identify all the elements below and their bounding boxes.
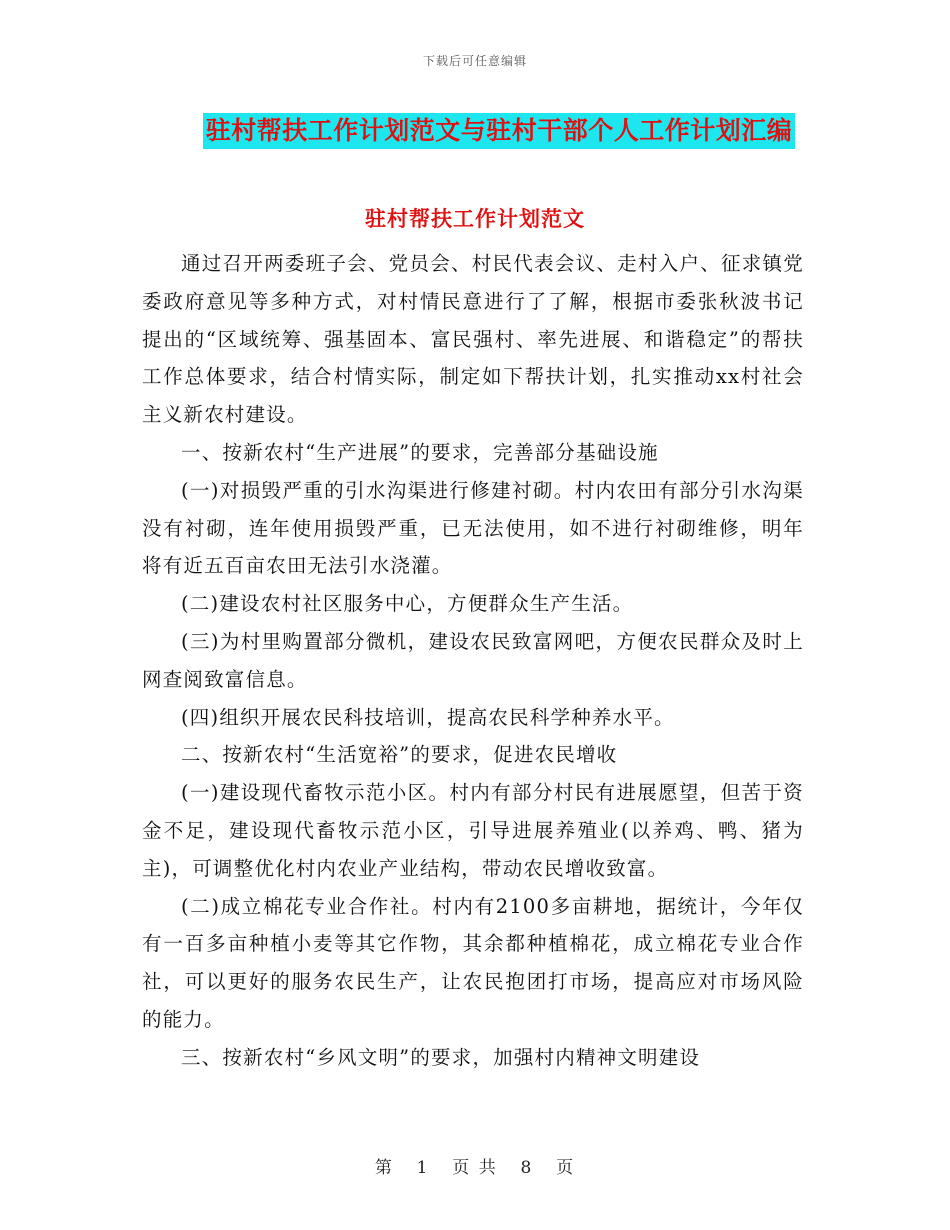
footer-page-total: 8 [520, 1158, 534, 1178]
paragraph-item: (一)建设现代畜牧示范小区。村内有部分村民有进展愿望，但苦于资金不足，建设现代畜牧示范小区，引导进展养殖业(以养鸡、鸭、猪为主)，可调整优化村内农业产业结构，带动农民增收致富。 [142, 781, 804, 880]
document-title: 驻村帮扶工作计划范文与驻村干部个人工作计划汇编 [203, 113, 796, 149]
paragraph-item: (二)建设农村社区服务中心，方便群众生产生活。 [181, 592, 634, 616]
paragraph-heading-3: 三、按新农村“乡风文明”的要求，加强村内精神文明建设 [181, 1045, 701, 1069]
footer-prefix: 第 [374, 1158, 394, 1178]
section-title: 驻村帮扶工作计划范文 [365, 206, 585, 231]
footer-suffix: 页 [556, 1158, 576, 1178]
paragraph-item: (三)为村里购置部分微机，建设农民致富网吧，方便农民群众及时上网查阅致富信息。 [142, 629, 804, 691]
paragraph-heading-1: 一、按新农村“生产进展”的要求，完善部分基础设施 [181, 440, 659, 464]
paragraph-item: (四)组织开展农民科技培训，提高农民科学种养水平。 [181, 705, 675, 729]
footer-page-number: 1 [416, 1158, 430, 1178]
paragraph-intro: 通过召开两委班子会、党员会、村民代表会议、走村入户、征求镇党委政府意见等多种方式，对村情民意进行了了解，根据市委张秋波书记提出的“区域统筹、强基固本、富民强村、率先进展、和谐稳定”的帮扶工作总体要求，结合村情实际，制定如下帮扶计划，扎实推动xx村社会主义新农村建设。 [142, 252, 804, 427]
paragraph-item: (二)成立棉花专业合作社。村内有2100多亩耕地，据统计，今年仅有一百多亩种植小麦等其它作物，其余都种植棉花，成立棉花专业合作社，可以更好的服务农民生产，让农民抱团打市场，提高应对市场风险的能力。 [142, 894, 804, 1031]
body-text [142, 245, 804, 1077]
paragraph-heading-2: 二、按新农村“生活宽裕”的要求，促进农民增收 [181, 743, 618, 767]
document-title-container [0, 113, 950, 149]
footer-middle: 页 共 [452, 1158, 498, 1178]
header-note: 下载后可任意编辑 [422, 54, 527, 68]
page-footer [0, 1153, 950, 1178]
paragraph-item: (一)对损毁严重的引水沟渠进行修建衬砌。村内农田有部分引水沟渠没有衬砌，连年使用损毁严重，已无法使用，如不进行衬砌维修，明年将有近五百亩农田无法引水浇灌。 [142, 478, 804, 578]
